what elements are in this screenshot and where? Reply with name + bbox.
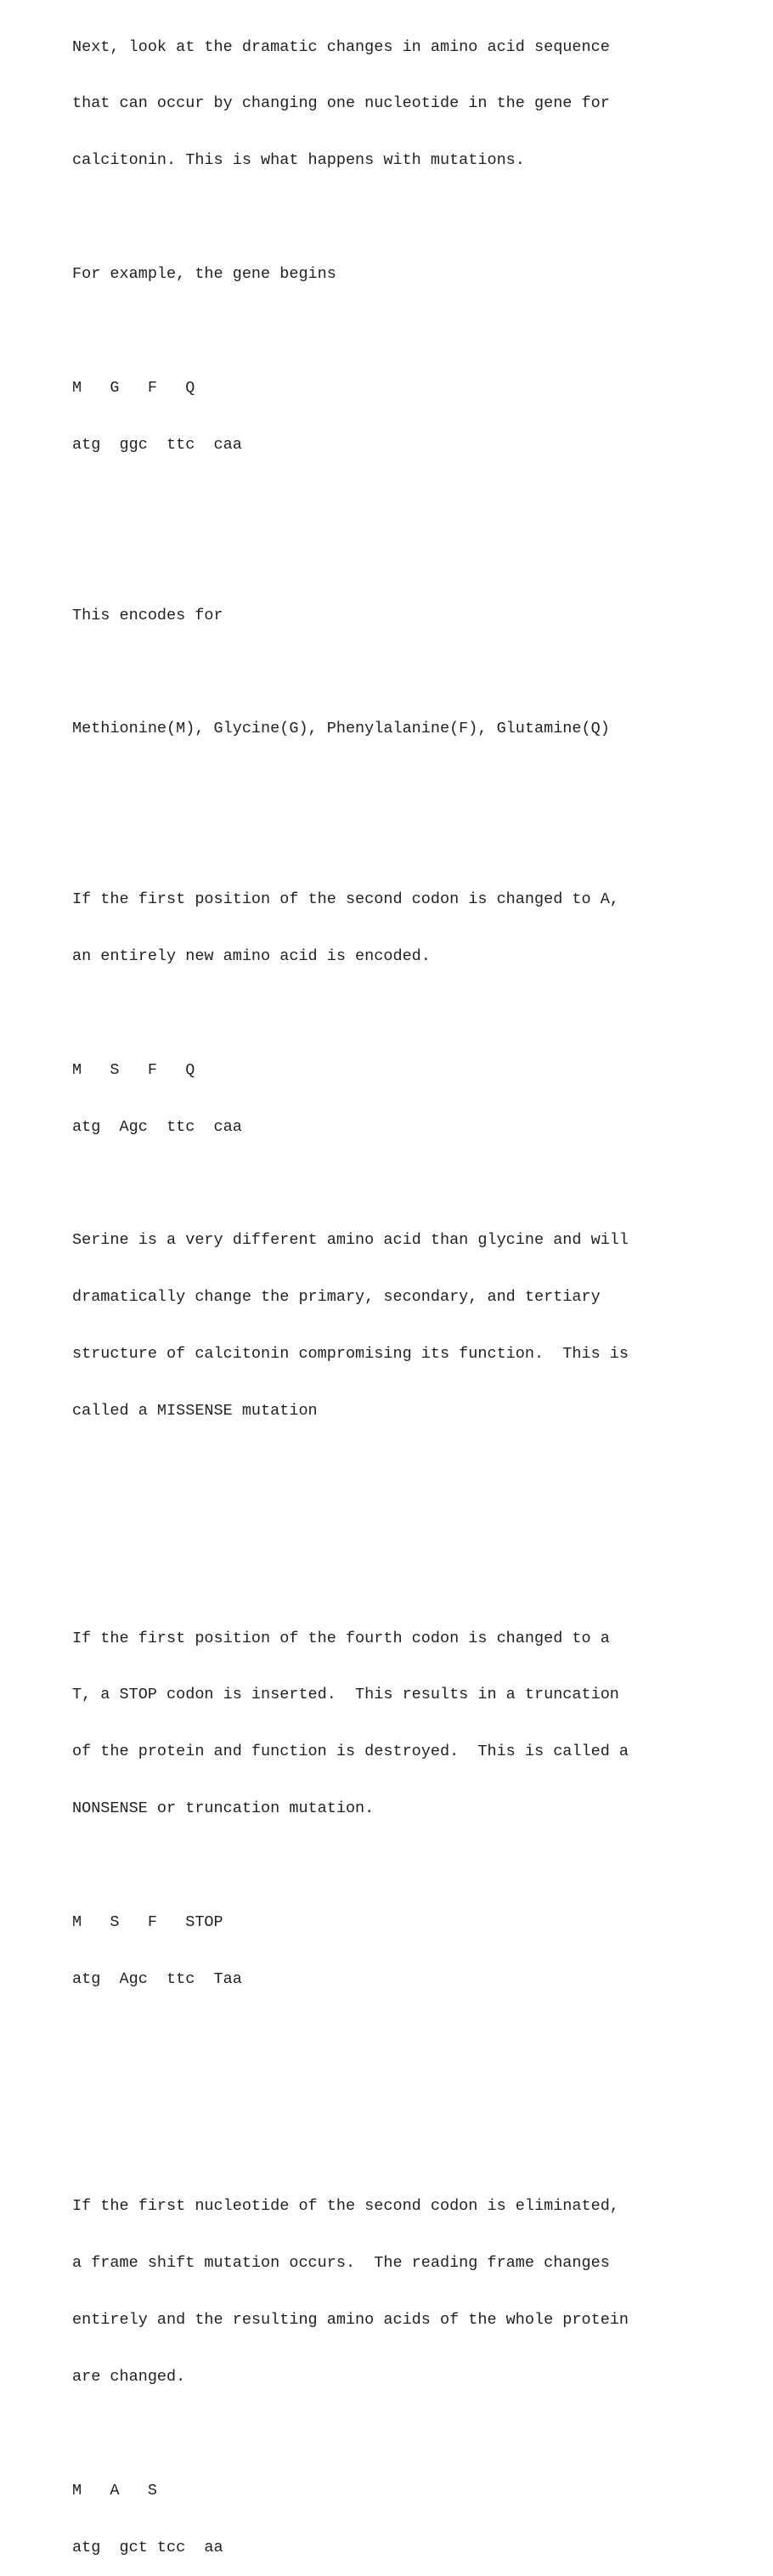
text-line — [72, 833, 760, 852]
text-line: an entirely new amino acid is encoded. — [72, 946, 431, 965]
amino-acid-row: M G F Q — [72, 378, 195, 397]
text-line: structure of calcitonin compromising its function. This is — [72, 1345, 629, 1364]
codon-row: atg Agc ttc Taa — [72, 1969, 242, 1988]
text-line: If the first position of the fourth codon is changed to a — [72, 1629, 610, 1647]
text-line: This encodes for — [72, 606, 223, 624]
amino-acid-row: M S F Q — [72, 1060, 195, 1079]
text-line — [72, 1856, 760, 1875]
text-line — [72, 1459, 760, 1477]
text-line: entirely and the resulting amino acids of the whole protein — [72, 2311, 629, 2330]
text-line — [72, 1174, 760, 1193]
text-line — [72, 550, 760, 568]
text-line: Methionine(M), Glycine(G), Phenylalanine(F), Glutamine(Q) — [72, 720, 610, 738]
text-line — [72, 777, 760, 795]
text-line — [72, 663, 760, 681]
amino-acid-row: M A S — [72, 2481, 157, 2500]
text-line: calcitonin. This is what happens with mutations. — [72, 151, 525, 170]
text-line: a frame shift mutation occurs. The reading frame changes — [72, 2254, 610, 2273]
text-line: If the first position of the second codon is changed to A, — [72, 890, 619, 908]
text-line: T, a STOP codon is inserted. This results in a truncation — [72, 1686, 619, 1704]
text-line: For example, the gene begins — [72, 265, 336, 284]
text-line — [72, 1573, 760, 1591]
text-line: NONSENSE or truncation mutation. — [72, 1799, 375, 1818]
text-line — [72, 1004, 760, 1023]
codon-row: atg Agc ttc caa — [72, 1117, 242, 1136]
text-line: of the protein and function is destroyed. This is called a — [72, 1743, 629, 1761]
document-body — [72, 0, 760, 2576]
amino-acid-row: M S F STOP — [72, 1912, 223, 1931]
text-line — [72, 2425, 760, 2443]
text-line — [72, 1516, 760, 1534]
text-line — [72, 2027, 760, 2046]
text-line: that can occur by changing one nucleotide in the gene for — [72, 94, 610, 113]
text-line: Next, look at the dramatic changes in amino acid sequence — [72, 37, 610, 56]
text-line — [72, 322, 760, 341]
text-line: dramatically change the primary, secondary, and tertiary — [72, 1288, 601, 1307]
codon-row: atg gct tcc aa — [72, 2538, 223, 2556]
text-line: If the first nucleotide of the second codon is eliminated, — [72, 2197, 619, 2216]
text-line: called a MISSENSE mutation — [72, 1401, 318, 1420]
text-line — [72, 2084, 760, 2103]
text-line — [72, 2141, 760, 2160]
text-line — [72, 493, 760, 511]
text-line — [72, 208, 760, 227]
text-line: are changed. — [72, 2368, 186, 2387]
codon-row: atg ggc ttc caa — [72, 435, 242, 454]
text-line: Serine is a very different amino acid than glycine and will — [72, 1231, 629, 1250]
